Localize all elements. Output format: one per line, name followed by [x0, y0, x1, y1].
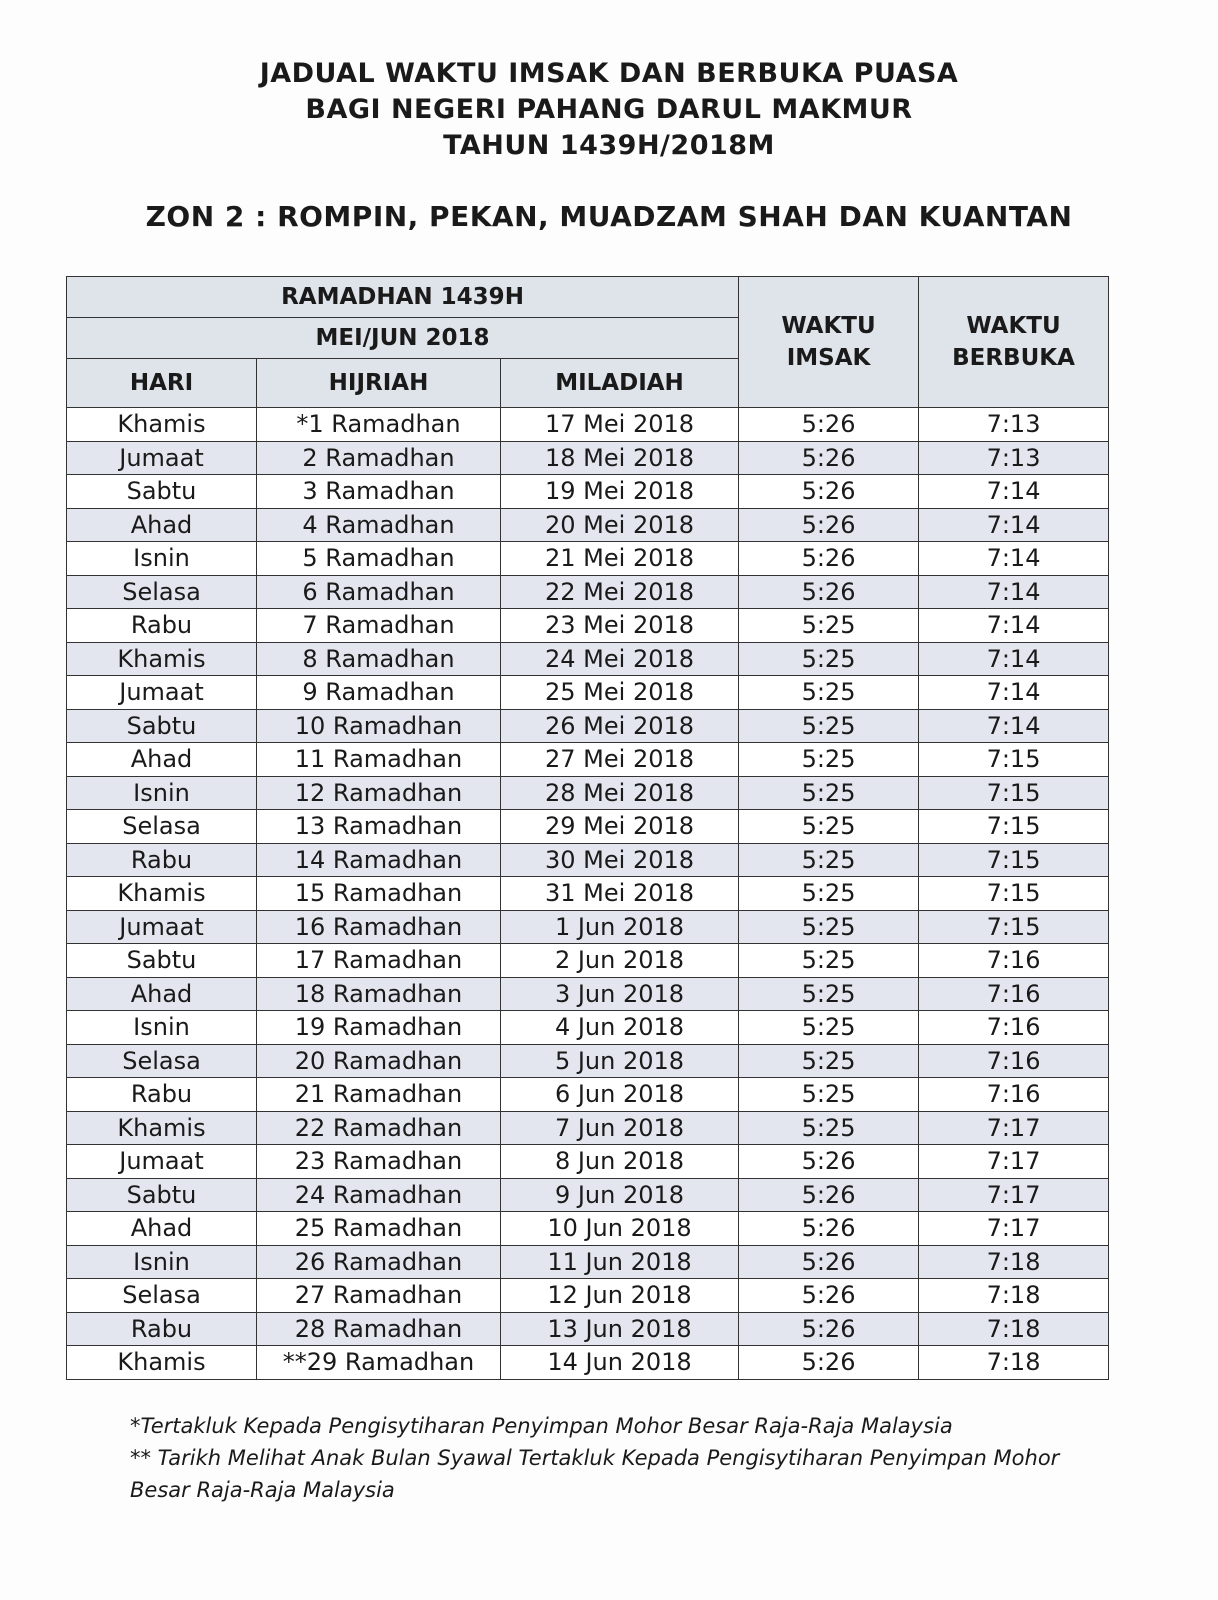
- cell-berbuka: 7:13: [919, 441, 1109, 475]
- cell-imsak: 5:26: [739, 408, 919, 442]
- cell-berbuka: 7:16: [919, 977, 1109, 1011]
- table-row: [67, 1044, 1109, 1078]
- cell-hijriah: 27 Ramadhan: [257, 1279, 501, 1313]
- cell-miladiah: 25 Mei 2018: [501, 676, 739, 710]
- cell-hijriah: 25 Ramadhan: [257, 1212, 501, 1246]
- cell-berbuka: 7:17: [919, 1111, 1109, 1145]
- cell-berbuka: 7:17: [919, 1145, 1109, 1179]
- cell-miladiah: 18 Mei 2018: [501, 441, 739, 475]
- cell-imsak: 5:25: [739, 877, 919, 911]
- cell-berbuka: 7:16: [919, 1044, 1109, 1078]
- group-header-month: MEI/JUN 2018: [67, 318, 739, 359]
- cell-miladiah: 4 Jun 2018: [501, 1011, 739, 1045]
- table-row: [67, 676, 1109, 710]
- zone-heading: ZON 2 : ROMPIN, PEKAN, MUADZAM SHAH DAN KUANTAN: [145, 200, 1073, 233]
- cell-berbuka: 7:14: [919, 609, 1109, 643]
- cell-imsak: 5:25: [739, 1078, 919, 1112]
- cell-hari: Khamis: [67, 642, 257, 676]
- cell-berbuka: 7:18: [919, 1245, 1109, 1279]
- cell-hari: Khamis: [67, 1346, 257, 1380]
- table-row: [67, 910, 1109, 944]
- cell-berbuka: 7:15: [919, 810, 1109, 844]
- cell-berbuka: 7:15: [919, 910, 1109, 944]
- cell-miladiah: 1 Jun 2018: [501, 910, 739, 944]
- cell-miladiah: 14 Jun 2018: [501, 1346, 739, 1380]
- cell-hijriah: 26 Ramadhan: [257, 1245, 501, 1279]
- cell-hijriah: 4 Ramadhan: [257, 508, 501, 542]
- cell-hari: Jumaat: [67, 441, 257, 475]
- timetable-body: [67, 408, 1109, 1380]
- cell-hijriah: 24 Ramadhan: [257, 1178, 501, 1212]
- table-row: [67, 575, 1109, 609]
- cell-miladiah: 3 Jun 2018: [501, 977, 739, 1011]
- cell-miladiah: 31 Mei 2018: [501, 877, 739, 911]
- cell-miladiah: 8 Jun 2018: [501, 1145, 739, 1179]
- cell-hijriah: 7 Ramadhan: [257, 609, 501, 643]
- title-line-1: JADUAL WAKTU IMSAK DAN BERBUKA PUASA: [259, 58, 959, 89]
- header-hijriah: HIJRIAH: [257, 359, 501, 408]
- cell-berbuka: 7:17: [919, 1178, 1109, 1212]
- cell-hari: Rabu: [67, 609, 257, 643]
- cell-hari: Isnin: [67, 1011, 257, 1045]
- cell-miladiah: 26 Mei 2018: [501, 709, 739, 743]
- table-row: [67, 810, 1109, 844]
- cell-miladiah: 9 Jun 2018: [501, 1178, 739, 1212]
- cell-imsak: 5:25: [739, 776, 919, 810]
- cell-hijriah: 14 Ramadhan: [257, 843, 501, 877]
- footnote-2: ** Tarikh Melihat Anak Bulan Syawal Tertakluk Kepada Pengisytiharan Penyimpan Mohor Besar Raja-Raja Malaysia: [130, 1446, 1060, 1502]
- cell-hari: Isnin: [67, 542, 257, 576]
- cell-imsak: 5:25: [739, 1044, 919, 1078]
- cell-hijriah: 18 Ramadhan: [257, 977, 501, 1011]
- cell-imsak: 5:25: [739, 609, 919, 643]
- cell-hijriah: 2 Ramadhan: [257, 441, 501, 475]
- cell-hari: Ahad: [67, 508, 257, 542]
- cell-miladiah: 12 Jun 2018: [501, 1279, 739, 1313]
- cell-hijriah: 21 Ramadhan: [257, 1078, 501, 1112]
- cell-imsak: 5:26: [739, 1312, 919, 1346]
- header-hari: HARI: [67, 359, 257, 408]
- timetable: [66, 276, 1109, 1380]
- cell-berbuka: 7:14: [919, 508, 1109, 542]
- cell-hari: Ahad: [67, 743, 257, 777]
- table-row: [67, 408, 1109, 442]
- cell-miladiah: 7 Jun 2018: [501, 1111, 739, 1145]
- cell-hijriah: 13 Ramadhan: [257, 810, 501, 844]
- cell-miladiah: 6 Jun 2018: [501, 1078, 739, 1112]
- cell-miladiah: 10 Jun 2018: [501, 1212, 739, 1246]
- cell-imsak: 5:25: [739, 810, 919, 844]
- cell-berbuka: 7:15: [919, 743, 1109, 777]
- cell-berbuka: 7:16: [919, 1078, 1109, 1112]
- cell-miladiah: 11 Jun 2018: [501, 1245, 739, 1279]
- cell-imsak: 5:25: [739, 910, 919, 944]
- cell-hari: Jumaat: [67, 676, 257, 710]
- cell-berbuka: 7:15: [919, 843, 1109, 877]
- cell-hari: Sabtu: [67, 709, 257, 743]
- cell-hijriah: 9 Ramadhan: [257, 676, 501, 710]
- table-row: [67, 1212, 1109, 1246]
- cell-miladiah: 20 Mei 2018: [501, 508, 739, 542]
- cell-imsak: 5:25: [739, 1111, 919, 1145]
- cell-hari: Jumaat: [67, 910, 257, 944]
- table-row: [67, 977, 1109, 1011]
- cell-hari: Khamis: [67, 1111, 257, 1145]
- cell-hari: Sabtu: [67, 944, 257, 978]
- cell-hijriah: 16 Ramadhan: [257, 910, 501, 944]
- cell-miladiah: 5 Jun 2018: [501, 1044, 739, 1078]
- cell-imsak: 5:25: [739, 977, 919, 1011]
- cell-hari: Khamis: [67, 877, 257, 911]
- cell-berbuka: 7:14: [919, 642, 1109, 676]
- cell-berbuka: 7:14: [919, 709, 1109, 743]
- table-row: [67, 709, 1109, 743]
- header-waktu-berbuka: WAKTU BERBUKA: [919, 277, 1109, 408]
- table-row: [67, 843, 1109, 877]
- cell-imsak: 5:26: [739, 1346, 919, 1380]
- title-line-2: BAGI NEGERI PAHANG DARUL MAKMUR: [305, 94, 913, 125]
- cell-hari: Ahad: [67, 977, 257, 1011]
- table-row: [67, 542, 1109, 576]
- table-row: [67, 1346, 1109, 1380]
- cell-berbuka: 7:14: [919, 475, 1109, 509]
- cell-imsak: 5:26: [739, 575, 919, 609]
- cell-hari: Sabtu: [67, 1178, 257, 1212]
- header-miladiah: MILADIAH: [501, 359, 739, 408]
- cell-berbuka: 7:16: [919, 944, 1109, 978]
- cell-hari: Isnin: [67, 776, 257, 810]
- cell-hijriah: *1 Ramadhan: [257, 408, 501, 442]
- cell-hari: Selasa: [67, 810, 257, 844]
- cell-hijriah: 3 Ramadhan: [257, 475, 501, 509]
- document-title: [0, 56, 1218, 164]
- cell-hari: Khamis: [67, 408, 257, 442]
- cell-berbuka: 7:18: [919, 1346, 1109, 1380]
- cell-miladiah: 30 Mei 2018: [501, 843, 739, 877]
- cell-hari: Selasa: [67, 575, 257, 609]
- table-row: [67, 877, 1109, 911]
- table-row: [67, 475, 1109, 509]
- cell-miladiah: 22 Mei 2018: [501, 575, 739, 609]
- cell-berbuka: 7:16: [919, 1011, 1109, 1045]
- cell-hijriah: 19 Ramadhan: [257, 1011, 501, 1045]
- cell-imsak: 5:25: [739, 743, 919, 777]
- cell-berbuka: 7:15: [919, 776, 1109, 810]
- cell-miladiah: 17 Mei 2018: [501, 408, 739, 442]
- cell-miladiah: 29 Mei 2018: [501, 810, 739, 844]
- cell-imsak: 5:26: [739, 508, 919, 542]
- table-row: [67, 1178, 1109, 1212]
- cell-miladiah: 2 Jun 2018: [501, 944, 739, 978]
- cell-hari: Selasa: [67, 1044, 257, 1078]
- cell-imsak: 5:25: [739, 1011, 919, 1045]
- cell-imsak: 5:26: [739, 475, 919, 509]
- cell-hijriah: 10 Ramadhan: [257, 709, 501, 743]
- cell-hijriah: 11 Ramadhan: [257, 743, 501, 777]
- cell-hijriah: 15 Ramadhan: [257, 877, 501, 911]
- cell-hari: Jumaat: [67, 1145, 257, 1179]
- cell-hari: Sabtu: [67, 475, 257, 509]
- cell-imsak: 5:25: [739, 709, 919, 743]
- cell-hari: Isnin: [67, 1245, 257, 1279]
- cell-miladiah: 23 Mei 2018: [501, 609, 739, 643]
- table-row: [67, 1078, 1109, 1112]
- table-row: [67, 1245, 1109, 1279]
- cell-hijriah: 8 Ramadhan: [257, 642, 501, 676]
- cell-hari: Rabu: [67, 843, 257, 877]
- cell-imsak: 5:25: [739, 944, 919, 978]
- cell-imsak: 5:26: [739, 542, 919, 576]
- cell-berbuka: 7:17: [919, 1212, 1109, 1246]
- cell-berbuka: 7:18: [919, 1279, 1109, 1313]
- cell-hijriah: 28 Ramadhan: [257, 1312, 501, 1346]
- cell-miladiah: 24 Mei 2018: [501, 642, 739, 676]
- header-waktu-imsak: WAKTU IMSAK: [739, 277, 919, 408]
- table-row: [67, 1145, 1109, 1179]
- cell-hijriah: 12 Ramadhan: [257, 776, 501, 810]
- cell-miladiah: 19 Mei 2018: [501, 475, 739, 509]
- cell-hijriah: 22 Ramadhan: [257, 1111, 501, 1145]
- cell-berbuka: 7:14: [919, 676, 1109, 710]
- cell-miladiah: 27 Mei 2018: [501, 743, 739, 777]
- cell-miladiah: 21 Mei 2018: [501, 542, 739, 576]
- cell-berbuka: 7:14: [919, 575, 1109, 609]
- cell-hari: Rabu: [67, 1312, 257, 1346]
- cell-hari: Selasa: [67, 1279, 257, 1313]
- cell-berbuka: 7:15: [919, 877, 1109, 911]
- cell-imsak: 5:26: [739, 441, 919, 475]
- cell-hijriah: 5 Ramadhan: [257, 542, 501, 576]
- cell-hari: Rabu: [67, 1078, 257, 1112]
- cell-berbuka: 7:14: [919, 542, 1109, 576]
- cell-imsak: 5:25: [739, 843, 919, 877]
- cell-imsak: 5:26: [739, 1245, 919, 1279]
- cell-imsak: 5:26: [739, 1279, 919, 1313]
- table-row: [67, 1111, 1109, 1145]
- footnotes: [130, 1410, 1090, 1506]
- cell-imsak: 5:26: [739, 1178, 919, 1212]
- group-header-ramadhan: RAMADHAN 1439H: [67, 277, 739, 318]
- cell-imsak: 5:26: [739, 1145, 919, 1179]
- footnote-1: *Tertakluk Kepada Pengisytiharan Penyimpan Mohor Besar Raja-Raja Malaysia: [130, 1414, 953, 1438]
- cell-berbuka: 7:13: [919, 408, 1109, 442]
- table-row: [67, 642, 1109, 676]
- cell-imsak: 5:25: [739, 642, 919, 676]
- cell-hari: Ahad: [67, 1212, 257, 1246]
- cell-hijriah: **29 Ramadhan: [257, 1346, 501, 1380]
- cell-imsak: 5:25: [739, 676, 919, 710]
- title-line-3: TAHUN 1439H/2018M: [443, 130, 775, 161]
- table-row: [67, 1011, 1109, 1045]
- table-row: [67, 508, 1109, 542]
- cell-hijriah: 20 Ramadhan: [257, 1044, 501, 1078]
- cell-hijriah: 17 Ramadhan: [257, 944, 501, 978]
- table-row: [67, 776, 1109, 810]
- table-row: [67, 609, 1109, 643]
- cell-miladiah: 28 Mei 2018: [501, 776, 739, 810]
- table-row: [67, 944, 1109, 978]
- cell-imsak: 5:26: [739, 1212, 919, 1246]
- table-row: [67, 1312, 1109, 1346]
- cell-miladiah: 13 Jun 2018: [501, 1312, 739, 1346]
- table-row: [67, 743, 1109, 777]
- cell-hijriah: 23 Ramadhan: [257, 1145, 501, 1179]
- table-row: [67, 1279, 1109, 1313]
- cell-berbuka: 7:18: [919, 1312, 1109, 1346]
- cell-hijriah: 6 Ramadhan: [257, 575, 501, 609]
- table-row: [67, 441, 1109, 475]
